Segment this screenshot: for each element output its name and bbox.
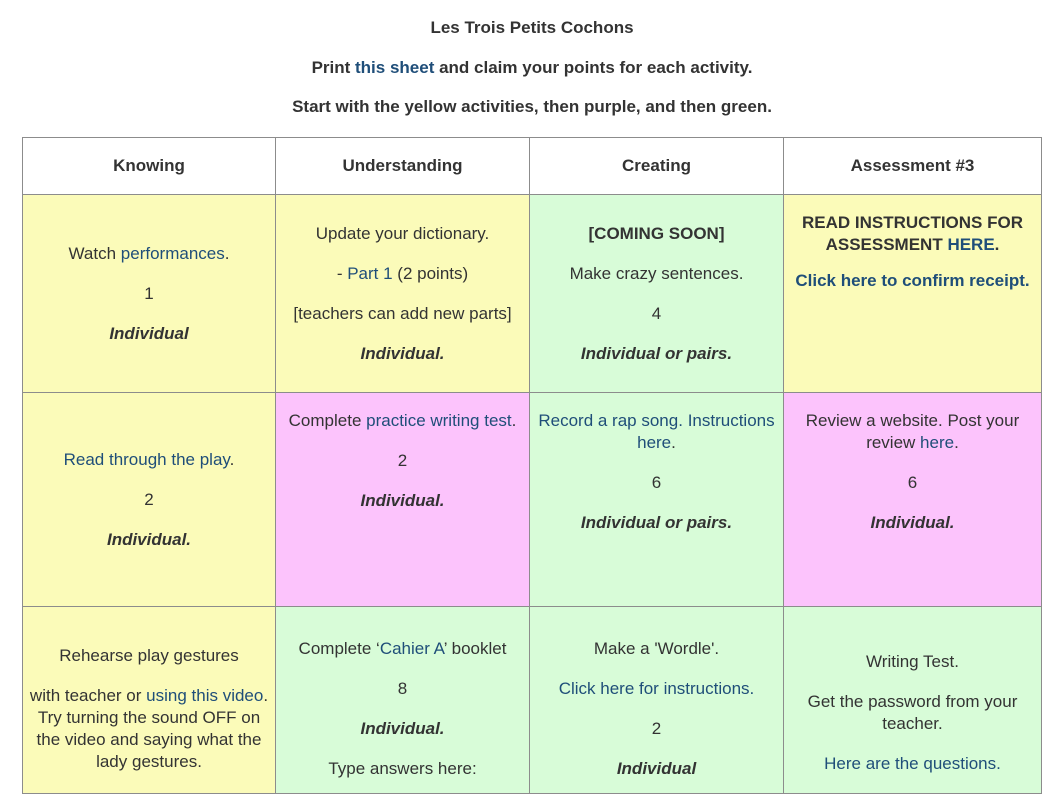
table-row (23, 607, 1042, 794)
cell-writing-test (784, 607, 1042, 794)
cell-text: Complete ‘ (298, 638, 380, 658)
print-suffix: and claim your points for each activity. (434, 58, 753, 77)
cell-crazy-sentences (530, 195, 784, 393)
mode-label: Individual or pairs. (580, 343, 733, 363)
mode-label: Individual. (870, 513, 955, 532)
cell-watch-performances (23, 195, 276, 393)
cell-text: Watch (68, 243, 121, 263)
mode-label: Individual. (360, 343, 445, 363)
cell-text: . (224, 243, 230, 263)
mode-label: Individual. (360, 491, 445, 510)
print-instruction (0, 58, 1055, 78)
cell-text: Make a 'Wordle'. (593, 638, 720, 658)
review-here-link[interactable]: here (920, 433, 955, 452)
points-value: 8 (397, 678, 408, 698)
coming-soon-label: [COMING SOON] (588, 223, 725, 243)
column-header-knowing: Knowing (23, 138, 276, 195)
confirm-receipt-link[interactable]: Click here to confirm receipt. (795, 271, 1030, 290)
column-header-understanding: Understanding (276, 138, 530, 195)
mode-label: Individual (616, 758, 697, 778)
cell-text: Complete (288, 411, 367, 430)
practice-test-link[interactable]: practice writing test (366, 411, 512, 430)
cell-read-play (23, 393, 276, 607)
this-sheet-link[interactable]: this sheet (355, 58, 435, 77)
points-value: 2 (144, 489, 154, 509)
points-value: 6 (651, 473, 662, 492)
cell-text: Get the password from your teacher. (807, 692, 1018, 733)
rap-song-link[interactable]: Record a rap song. (538, 411, 683, 430)
cell-text: (2 points) (392, 263, 469, 283)
rap-instructions-link[interactable]: Instructions here (637, 411, 775, 452)
page-title: Les Trois Petits Cochons (430, 18, 634, 37)
cell-text: Update your dictionary. (315, 223, 490, 243)
table-row (23, 195, 1042, 393)
points-value: 2 (651, 718, 662, 738)
cell-text: with teacher or (29, 685, 147, 705)
cell-rehearse-gestures (23, 607, 276, 794)
assessment-here-link[interactable]: HERE (947, 235, 995, 254)
cell-text: Writing Test. (866, 652, 959, 671)
cell-review-website (784, 393, 1042, 607)
mode-label: Individual. (360, 718, 445, 738)
cahier-a-link[interactable]: Cahier A (379, 638, 444, 658)
cell-assessment-instructions (784, 195, 1042, 393)
cell-text: . (994, 235, 1000, 254)
questions-link[interactable]: Here are the questions. (824, 754, 1001, 773)
cell-text: Make crazy sentences. (569, 263, 744, 283)
points-value: 2 (397, 451, 408, 470)
points-value: 1 (144, 283, 154, 303)
column-header-creating: Creating (530, 138, 784, 195)
cell-text: . (671, 433, 676, 452)
cell-text: Rehearse play gestures (59, 645, 239, 665)
print-prefix: Print (311, 58, 356, 77)
mode-label: Individual (109, 323, 189, 343)
performances-link[interactable]: performances (120, 243, 225, 263)
cell-text: ’ booklet (443, 638, 507, 658)
points-value: 6 (907, 473, 918, 492)
cell-text: . (511, 411, 517, 430)
mode-label: Individual. (106, 529, 192, 549)
cell-text: READ INSTRUCTIONS FOR ASSESSMENT (802, 213, 1023, 254)
cell-text: . (954, 433, 959, 452)
cell-text: - (336, 263, 348, 283)
cell-practice-writing (276, 393, 530, 607)
read-play-link[interactable]: Read through the play (63, 449, 230, 469)
points-value: 4 (651, 303, 662, 323)
column-header-assessment: Assessment #3 (784, 138, 1042, 195)
table-row (23, 393, 1042, 607)
header-row (23, 138, 1042, 195)
answers-label: Type answers here: (328, 758, 477, 778)
cell-text: . (263, 685, 269, 705)
wordle-instructions-link[interactable]: Click here for instructions. (558, 678, 755, 698)
cell-rap-song (530, 393, 784, 607)
cell-text: Try turning the sound OFF on the video and saying what the lady gestures. (36, 707, 262, 771)
activity-grid (22, 137, 1042, 794)
gesture-video-link[interactable]: using this video (146, 685, 264, 705)
part-1-link[interactable]: Part 1 (347, 263, 393, 283)
cell-text: Review a website. Post your review (805, 411, 1020, 452)
cell-cahier-a (276, 607, 530, 794)
mode-label: Individual or pairs. (580, 513, 733, 532)
cell-text: . (229, 449, 235, 469)
cell-wordle (530, 607, 784, 794)
cell-update-dictionary (276, 195, 530, 393)
cell-note: [teachers can add new parts] (293, 303, 512, 323)
order-instruction: Start with the yellow activities, then purple, and then green. (292, 97, 772, 116)
